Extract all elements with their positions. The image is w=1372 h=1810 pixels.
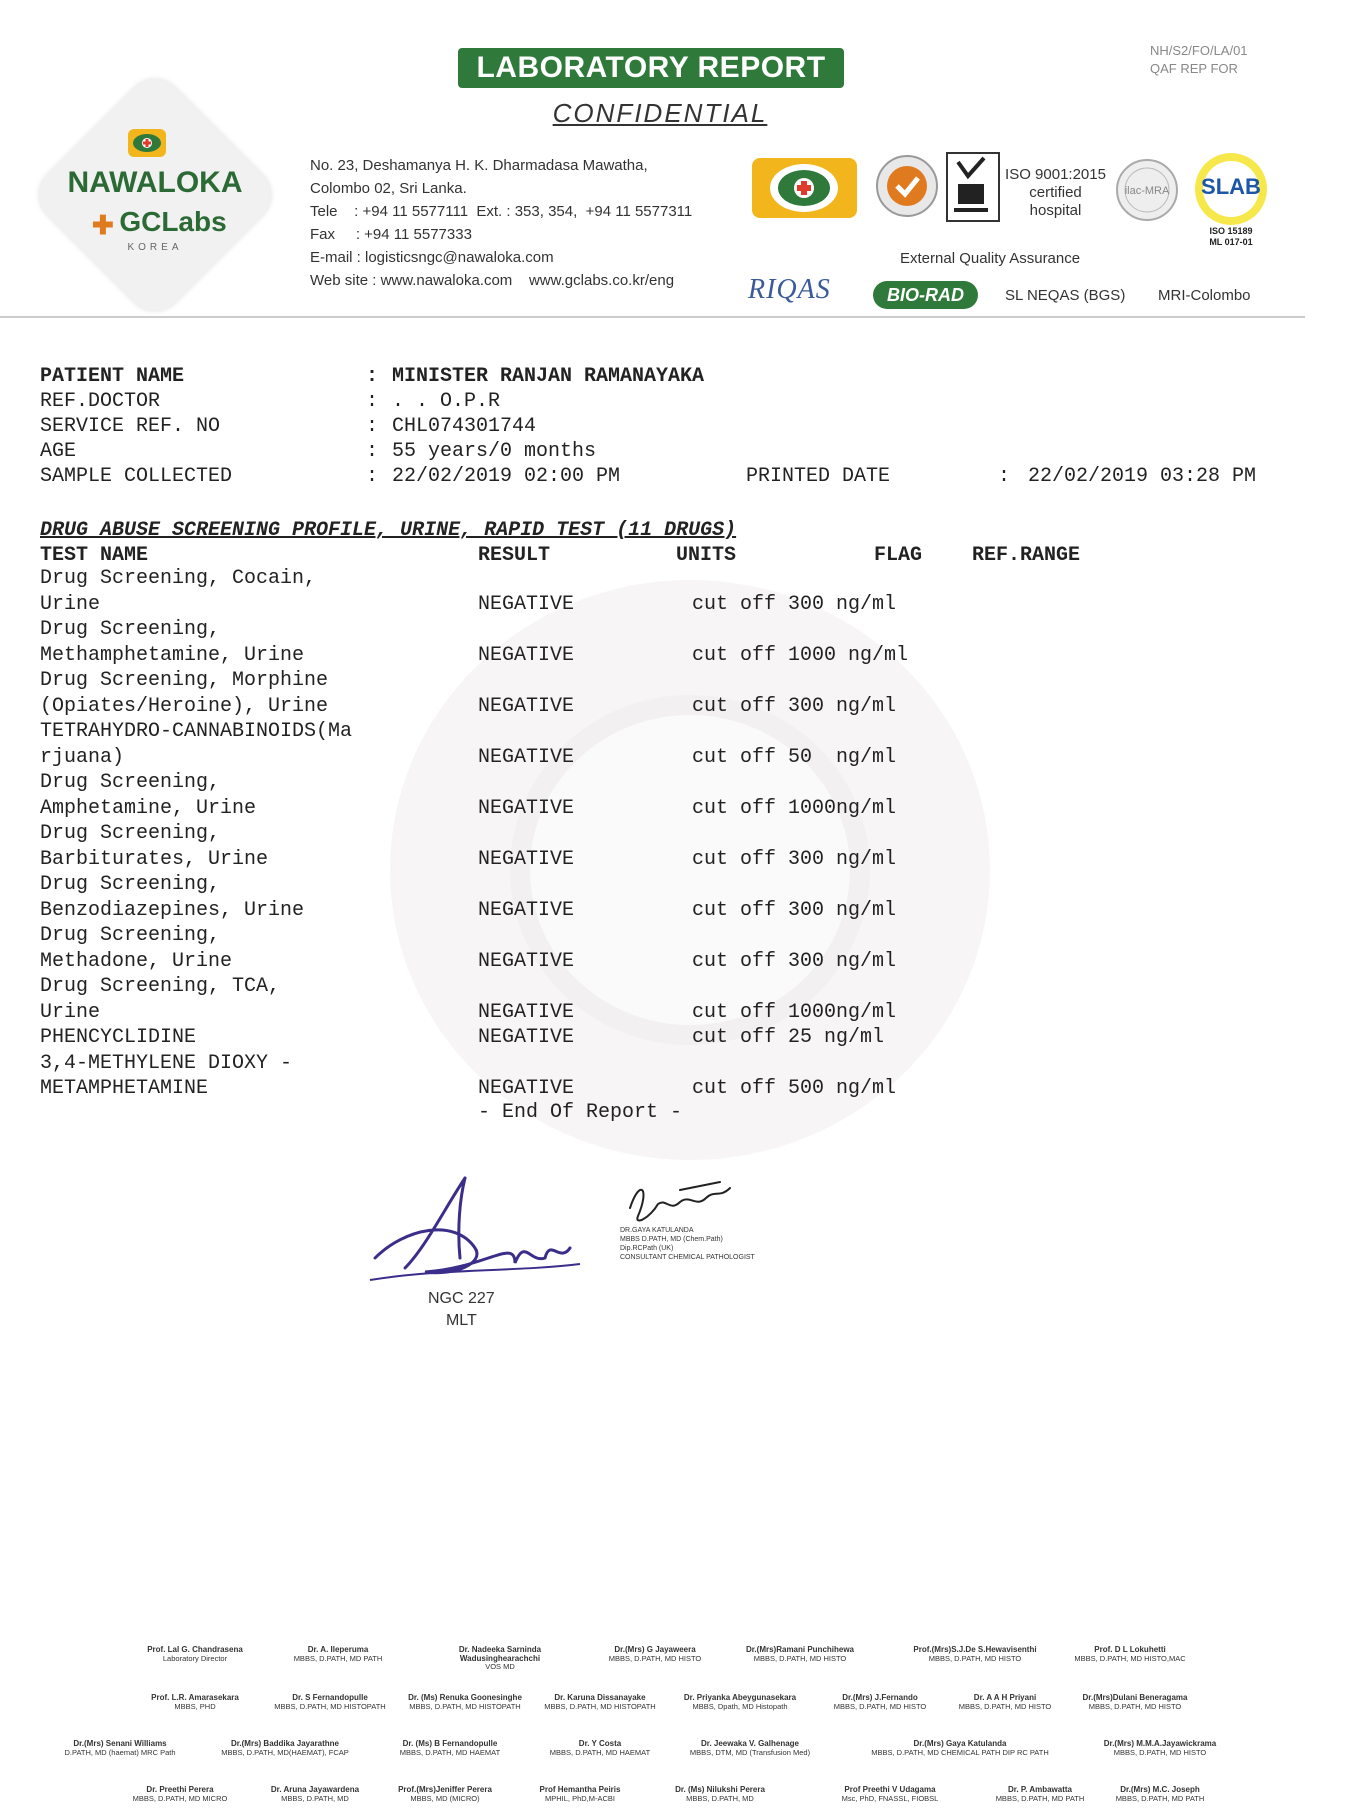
test-units: cut off 300 ng/ml	[692, 592, 897, 616]
doctor-entry	[575, 1646, 735, 1663]
table-row	[40, 1051, 1140, 1102]
doctor-entry	[660, 1694, 820, 1711]
doctor-title: MBBS, D.PATH, MD PATH	[995, 1793, 1085, 1803]
slab-iso-line: ML 017-01	[1209, 237, 1253, 247]
doctor-title: MBBS, D.PATH, MD HAEMAT	[399, 1747, 501, 1757]
doctor-name: Dr.(Mrs)Dulani Beneragama	[1082, 1693, 1188, 1702]
test-units: cut off 300 ng/ml	[692, 898, 897, 922]
section-title: DRUG ABUSE SCREENING PROFILE, URINE, RAPID TEST (11 DRUGS)	[40, 519, 737, 542]
column-header-flag: FLAG	[874, 544, 923, 567]
doctor-entry	[670, 1740, 830, 1757]
stamp-line: CONSULTANT CHEMICAL PATHOLOGIST	[620, 1254, 755, 1261]
test-name: Drug Screening, Cocain, Urine	[40, 567, 317, 616]
printed-date-value: 22/02/2019 03:28 PM	[1028, 465, 1257, 488]
doctor-name: Dr. Preethi Perera	[146, 1785, 214, 1794]
test-name: Drug Screening, Benzodiazepines, Urine	[40, 873, 305, 922]
test-result: NEGATIVE	[478, 745, 575, 769]
doctor-title: MBBS, D.PATH, MD HISTOPATH	[409, 1701, 521, 1711]
slab-label: SLAB	[1201, 174, 1261, 199]
doctor-title: MBBS, D.PATH, MD	[686, 1793, 754, 1803]
colon: :	[366, 365, 379, 388]
test-result: NEGATIVE	[478, 796, 575, 820]
logo-gclabs	[40, 206, 270, 238]
doctor-title: MBBS, PHD	[174, 1701, 216, 1711]
address-line: No. 23, Deshamanya H. K. Dharmadasa Mawatha,	[310, 157, 648, 174]
doctor-title: MBBS, DTM, MD (Transfusion Med)	[689, 1747, 811, 1757]
address-line: E-mail : logisticsngc@nawaloka.com	[310, 249, 554, 266]
doctor-name: Prof Preethi V Udagama	[844, 1785, 936, 1794]
mlt-role: MLT	[445, 1312, 477, 1329]
doctor-title: Msc, PhD, FNASSL, FIOBSL	[841, 1793, 939, 1803]
doctor-title: MBBS, D.PATH, MD HISTO	[1088, 1701, 1182, 1711]
logo-korea: KOREA	[127, 242, 183, 253]
doctor-entry	[370, 1740, 530, 1757]
doctor-title: MBBS, D.PATH, MD HISTO	[1113, 1747, 1207, 1757]
doctor-name: Dr.(Mrs) Senani Williams	[73, 1739, 167, 1748]
test-name: PHENCYCLIDINE	[40, 1026, 197, 1049]
mlt-id	[428, 1288, 495, 1332]
form-reference-line: QAF REP FOR	[1150, 61, 1238, 76]
doctor-name: Dr. A A H Priyani	[973, 1693, 1037, 1702]
doctor-title: VOS MD	[485, 1662, 515, 1671]
doctor-name: Dr. (Ms) Renuka Goonesinghe	[408, 1693, 522, 1702]
doctor-entry	[115, 1646, 275, 1663]
doctor-title: MBBS, D.PATH, MD	[281, 1793, 349, 1803]
test-units: cut off 1000ng/ml	[692, 1000, 897, 1024]
table-row	[40, 617, 1140, 668]
form-reference	[1150, 42, 1248, 78]
doctor-name: Dr. Y Costa	[578, 1739, 622, 1748]
table-row	[40, 770, 1140, 821]
test-results	[40, 566, 1140, 1102]
table-row	[40, 719, 1140, 770]
printed-date-label: PRINTED DATE	[746, 465, 891, 488]
doctor-title: MBBS, D.PATH, MD HISTO	[833, 1701, 927, 1711]
test-name: Drug Screening, Amphetamine, Urine	[40, 771, 257, 820]
doctor-name: Dr.(Mrs)Ramani Punchihewa	[745, 1645, 855, 1654]
doctor-entry	[1080, 1786, 1240, 1803]
patient-name-value: MINISTER RANJAN RAMANAYAKA	[392, 365, 705, 388]
address-line: Web site : www.nawaloka.com www.gclabs.co.kr/eng	[310, 272, 675, 289]
doctor-name: Prof. D L Lokuhetti	[1094, 1645, 1166, 1654]
iso-line: certified	[1029, 184, 1082, 201]
service-ref-value: CHL074301744	[392, 415, 537, 438]
doctor-name: Dr. Nadeeka Sarninda Wadusinghearachchi	[458, 1645, 542, 1663]
sgs-badge-icon	[872, 152, 942, 224]
test-units: cut off 1000ng/ml	[692, 796, 897, 820]
doctor-name: Dr. P. Ambawatta	[1007, 1785, 1073, 1794]
biorad-logo: BIO-RAD	[873, 281, 978, 309]
test-units: cut off 50 ng/ml	[692, 745, 897, 769]
doctor-entry	[520, 1694, 680, 1711]
doctor-name: Dr. Priyanka Abeygunasekara	[683, 1693, 797, 1702]
doctor-title: D.PATH, MD (haemat) MRC Path	[64, 1747, 176, 1757]
iso-certification	[1003, 166, 1108, 220]
doctor-name: Dr.(Mrs) Baddika Jayarathne	[230, 1739, 340, 1748]
doctor-title: MBBS, D.PATH, MD(HAEMAT), FCAP	[221, 1747, 349, 1757]
table-row	[40, 974, 1140, 1025]
doctor-entry	[258, 1646, 418, 1663]
doctor-entry	[205, 1740, 365, 1757]
address-line: Colombo 02, Sri Lanka.	[310, 180, 467, 197]
report-title: LABORATORY REPORT	[458, 48, 844, 88]
address-line: Tele : +94 11 5577111 Ext. : 353, 354, +94 11 5577311	[310, 203, 693, 220]
pathologist-stamp	[620, 1226, 755, 1262]
age-label: AGE	[40, 440, 77, 463]
slneqas-logo: SL NEQAS (BGS)	[1005, 287, 1126, 304]
test-units: cut off 300 ng/ml	[692, 694, 897, 718]
doctor-name: Dr.(Mrs) M.C. Joseph	[1120, 1785, 1200, 1794]
doctor-name: Dr.(Mrs) M.M.A.Jayawickrama	[1103, 1739, 1217, 1748]
doctor-name: Prof.(Mrs)S.J.De S.Hewavisenthi	[913, 1645, 1037, 1654]
doctor-entry	[895, 1646, 1055, 1663]
test-units: cut off 1000 ng/ml	[692, 643, 909, 667]
doctor-name: Dr. Jeewaka V. Galhenage	[701, 1739, 799, 1748]
svg-text:ilac-MRA: ilac-MRA	[1124, 185, 1170, 197]
test-name: Drug Screening, TCA, Urine	[40, 975, 281, 1024]
logo-gclabs-text: GCLabs	[119, 206, 227, 237]
test-result: NEGATIVE	[478, 1026, 575, 1049]
sample-collected-label: SAMPLE COLLECTED	[40, 465, 233, 488]
table-row	[40, 872, 1140, 923]
doctor-title: MBBS, Dpath, MD Histopath	[692, 1701, 788, 1711]
end-of-report: - End Of Report -	[478, 1101, 683, 1124]
test-units: cut off 300 ng/ml	[692, 949, 897, 973]
doctor-entry	[865, 1740, 1055, 1757]
test-result: NEGATIVE	[478, 694, 575, 718]
nawaloka-badge-icon	[752, 152, 857, 224]
doctor-name: Prof.(Mrs)Jeniffer Perera	[398, 1785, 492, 1794]
table-row	[40, 566, 1140, 617]
doctor-entry	[420, 1646, 580, 1672]
test-result: NEGATIVE	[478, 592, 575, 616]
mlt-signature	[365, 1168, 585, 1288]
test-units: cut off 500 ng/ml	[692, 1077, 897, 1100]
doctor-title: MBBS, D.PATH, MD MICRO	[132, 1793, 228, 1803]
test-result: NEGATIVE	[478, 847, 575, 871]
doctor-entry	[1055, 1694, 1215, 1711]
doctor-title: MBBS, D.PATH, MD CHEMICAL PATH DIP RC PATH	[871, 1747, 1049, 1757]
confidential-label: CONFIDENTIAL	[552, 98, 768, 128]
ukas-badge-icon	[946, 152, 1000, 222]
doctor-entry	[640, 1786, 800, 1803]
test-result: NEGATIVE	[478, 1077, 575, 1100]
table-row	[40, 923, 1140, 974]
sample-collected-value: 22/02/2019 02:00 PM	[392, 465, 621, 488]
doctor-name: Dr. (Ms) Nilukshi Perera	[675, 1785, 765, 1794]
mlt-code: NGC 227	[428, 1290, 495, 1307]
doctor-entry	[500, 1786, 660, 1803]
logo-nawaloka: NAWALOKA	[67, 166, 243, 199]
doctor-name: Prof. L.R. Amarasekara	[151, 1693, 239, 1702]
slab-iso	[1196, 226, 1266, 248]
stamp-line: MBBS D.PATH, MD (Chem.Path)	[620, 1236, 723, 1243]
doctor-name: Dr.(Mrs) J.Fernando	[842, 1693, 918, 1702]
colon: :	[366, 415, 379, 438]
doctor-title: MBBS, D.PATH, MD HISTO	[928, 1653, 1022, 1663]
column-header-units: UNITS	[676, 544, 737, 567]
doctor-name: Dr. Aruna Jayawardena	[270, 1785, 360, 1794]
test-name: Drug Screening, Morphine (Opiates/Heroine), Urine	[40, 669, 329, 718]
doctor-name: Dr.(Mrs) G Jayaweera	[614, 1645, 696, 1654]
doctor-title: MBBS, D.PATH, MD HISTOPATH	[544, 1701, 656, 1711]
doctor-title: Laboratory Director	[162, 1653, 228, 1663]
plus-icon: ✚	[92, 210, 114, 240]
form-reference-line: NH/S2/FO/LA/01	[1150, 43, 1248, 58]
doctor-name: Dr. A. Ileperuma	[307, 1645, 369, 1654]
doctor-name: Prof Hemantha Peiris	[539, 1785, 621, 1794]
colon: :	[366, 465, 379, 488]
test-result: NEGATIVE	[478, 949, 575, 973]
doctor-name: Dr.(Mrs) Gaya Katulanda	[913, 1739, 1007, 1748]
doctor-title: MBBS, D.PATH, MD HISTO	[753, 1653, 847, 1663]
doctor-title: MPHIL, PhD,M-ACBI	[544, 1793, 615, 1803]
table-row	[40, 668, 1140, 719]
doctor-title: MBBS, D.PATH, MD HISTO,MAC	[1074, 1653, 1186, 1663]
column-header-result: RESULT	[478, 544, 551, 567]
doctor-name: Dr. Karuna Dissanayake	[554, 1693, 646, 1702]
colon: :	[998, 465, 1011, 488]
footer-doctor-list	[40, 1646, 1240, 1806]
stamp-line: DR.GAYA KATULANDA	[620, 1227, 694, 1234]
doctor-title: MBBS, MD (MICRO)	[410, 1793, 480, 1803]
doctor-entry	[520, 1740, 680, 1757]
test-result: NEGATIVE	[478, 898, 575, 922]
ref-doctor-label: REF.DOCTOR	[40, 390, 161, 413]
doctor-title: MBBS, D.PATH, MD PATH	[1115, 1793, 1205, 1803]
doctor-title: MBBS, D.PATH, MD HISTO	[958, 1701, 1052, 1711]
test-name: Drug Screening, Barbiturates, Urine	[40, 822, 269, 871]
nawaloka-emblem-icon	[127, 128, 167, 158]
service-ref-label: SERVICE REF. NO	[40, 415, 221, 438]
test-name: Drug Screening, Methamphetamine, Urine	[40, 618, 305, 667]
iso-line: hospital	[1029, 202, 1082, 219]
column-header-test: TEST NAME	[40, 544, 149, 567]
ilac-mra-badge-icon	[1115, 158, 1179, 222]
test-name: TETRAHYDRO-CANNABINOIDS(Ma rjuana)	[40, 720, 353, 769]
doctor-title: MBBS, D.PATH, MD HISTO	[608, 1653, 702, 1663]
column-header-ref-range: REF.RANGE	[972, 544, 1081, 567]
stamp-line: Dip.RCPath (UK)	[620, 1245, 674, 1252]
test-result: NEGATIVE	[478, 1000, 575, 1024]
test-name: 3,4-METHYLENE DIOXY - METAMPHETAMINE	[40, 1051, 293, 1100]
doctor-name: Dr. (Ms) B Fernandopulle	[402, 1739, 498, 1748]
test-result: NEGATIVE	[478, 643, 575, 667]
doctor-entry	[800, 1786, 980, 1803]
patient-name-label: PATIENT NAME	[40, 365, 185, 388]
external-quality-assurance-label: External Quality Assurance	[900, 250, 1081, 267]
doctor-title: MBBS, D.PATH, MD HAEMAT	[549, 1747, 651, 1757]
address-line: Fax : +94 11 5577333	[310, 226, 472, 243]
test-units: cut off 25 ng/ml	[692, 1026, 885, 1049]
colon: :	[366, 390, 379, 413]
doctor-entry	[40, 1740, 200, 1757]
slab-iso-line: ISO 15189	[1209, 226, 1253, 236]
doctor-name: Dr. S Fernandopulle	[292, 1693, 368, 1702]
table-row	[40, 1025, 1140, 1051]
doctor-title: MBBS, D.PATH, MD PATH	[293, 1653, 383, 1663]
ref-doctor-value: . . O.P.R	[392, 390, 501, 413]
lab-address	[310, 154, 692, 292]
iso-line: ISO 9001:2015	[1005, 166, 1106, 183]
colon: :	[366, 440, 379, 463]
riqas-logo: RIQAS	[748, 274, 831, 305]
age-value: 55 years/0 months	[392, 440, 597, 463]
doctor-title: MBBS, D.PATH, MD HISTOPATH	[274, 1701, 386, 1711]
doctor-entry	[1050, 1646, 1210, 1663]
test-name: Drug Screening, Methadone, Urine	[40, 924, 233, 973]
doctor-entry	[720, 1646, 880, 1663]
mri-colombo-logo: MRI-Colombo	[1158, 287, 1251, 304]
test-units: cut off 300 ng/ml	[692, 847, 897, 871]
doctor-entry	[1080, 1740, 1240, 1757]
table-row	[40, 821, 1140, 872]
doctor-name: Prof. Lal G. Chandrasena	[147, 1645, 243, 1654]
header-divider	[0, 316, 1305, 318]
